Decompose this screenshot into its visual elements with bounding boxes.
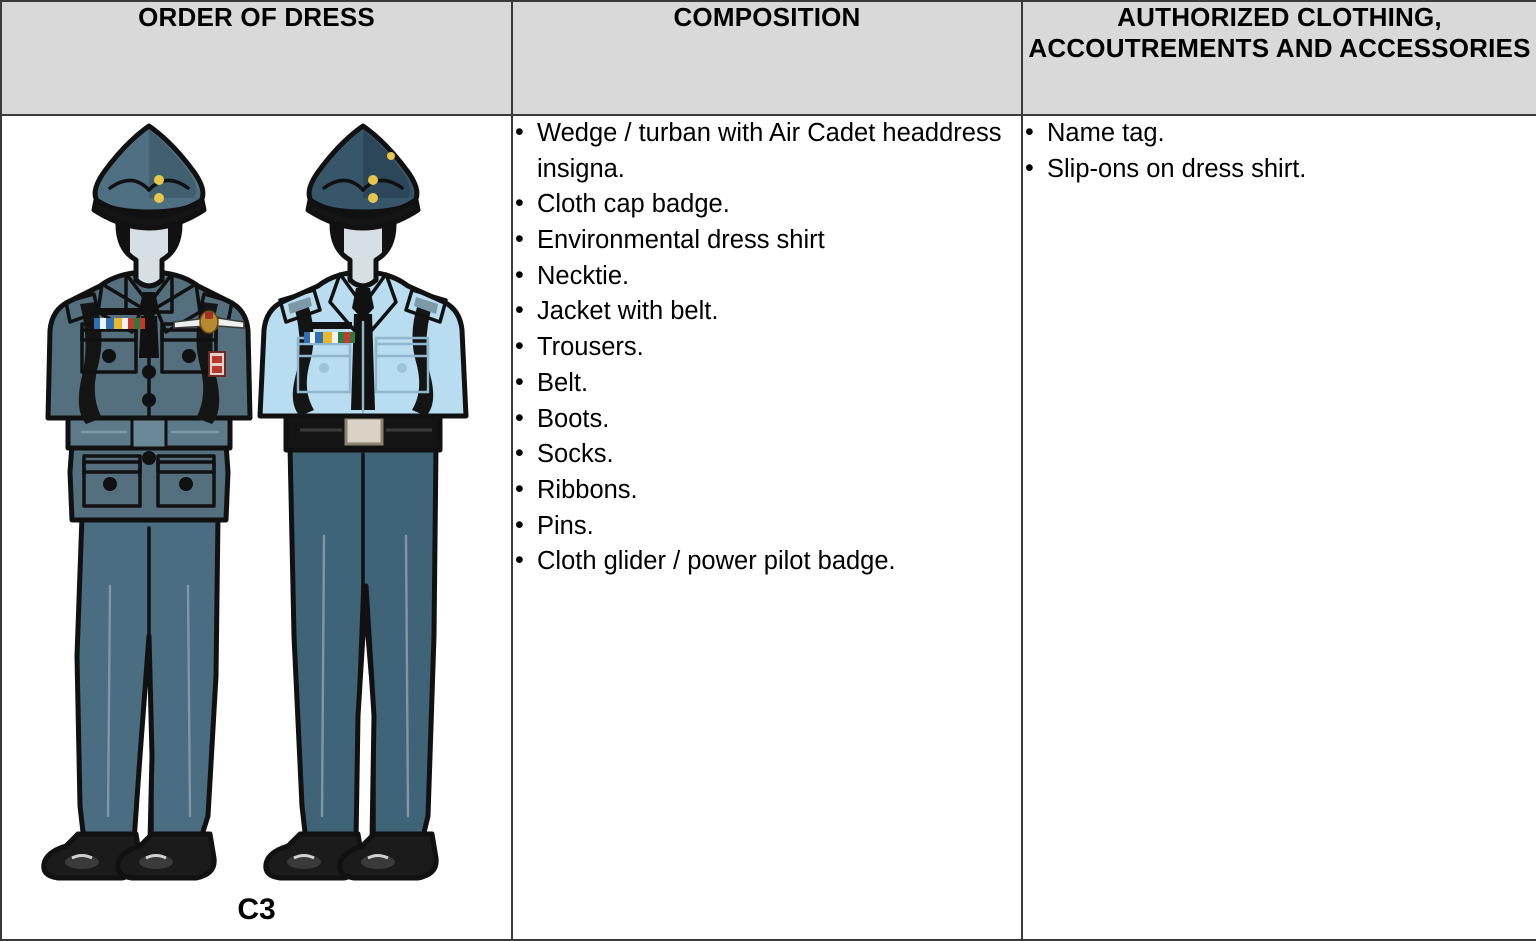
list-item: • Boots.	[513, 402, 1021, 438]
list-item: • Name tag.	[1023, 116, 1536, 152]
uniform-illustration	[2, 116, 511, 939]
list-item: • Environmental dress shirt	[513, 223, 1021, 259]
ribbon-bar-right-figure	[304, 322, 355, 343]
header-authorized-clothing: AUTHORIZED CLOTHING, ACCOUTREMENTS AND ACCESSORIES	[1022, 1, 1536, 115]
order-of-dress-label: C3	[237, 893, 276, 926]
list-item: • Cloth cap badge.	[513, 187, 1021, 223]
name-tag-badge	[209, 352, 225, 376]
header-order-of-dress: ORDER OF DRESS	[1, 1, 512, 115]
cell-order-of-dress	[1, 115, 512, 940]
list-item: • Necktie.	[513, 259, 1021, 295]
list-item: • Belt.	[513, 366, 1021, 402]
boots-right-figure	[265, 834, 435, 878]
list-item: • Pins.	[513, 509, 1021, 545]
wedge-cap-left-figure	[94, 126, 204, 228]
header-composition: COMPOSITION	[512, 1, 1022, 115]
list-item: • Ribbons.	[513, 473, 1021, 509]
list-item: • Wedge / turban with Air Cadet headdress insigna.	[513, 116, 1021, 187]
wedge-cap-right-figure	[308, 126, 418, 228]
cadet-figures-svg	[22, 116, 492, 906]
list-item: • Cloth glider / power pilot badge.	[513, 544, 1021, 580]
list-item: • Jacket with belt.	[513, 294, 1021, 330]
boots-left-figure	[43, 834, 213, 878]
list-item: • Socks.	[513, 437, 1021, 473]
authorized-list	[1023, 116, 1536, 187]
composition-list	[513, 116, 1021, 580]
cell-composition	[512, 115, 1022, 940]
list-item: • Trousers.	[513, 330, 1021, 366]
figure-shirt-order	[260, 126, 466, 878]
ribbon-bar-left-figure	[94, 308, 145, 329]
list-item: • Slip-ons on dress shirt.	[1023, 152, 1536, 188]
table-row	[1, 115, 1536, 940]
cell-authorized-clothing	[1022, 115, 1536, 940]
table-header-row	[1, 1, 1536, 115]
figure-jacket-order	[43, 126, 249, 878]
